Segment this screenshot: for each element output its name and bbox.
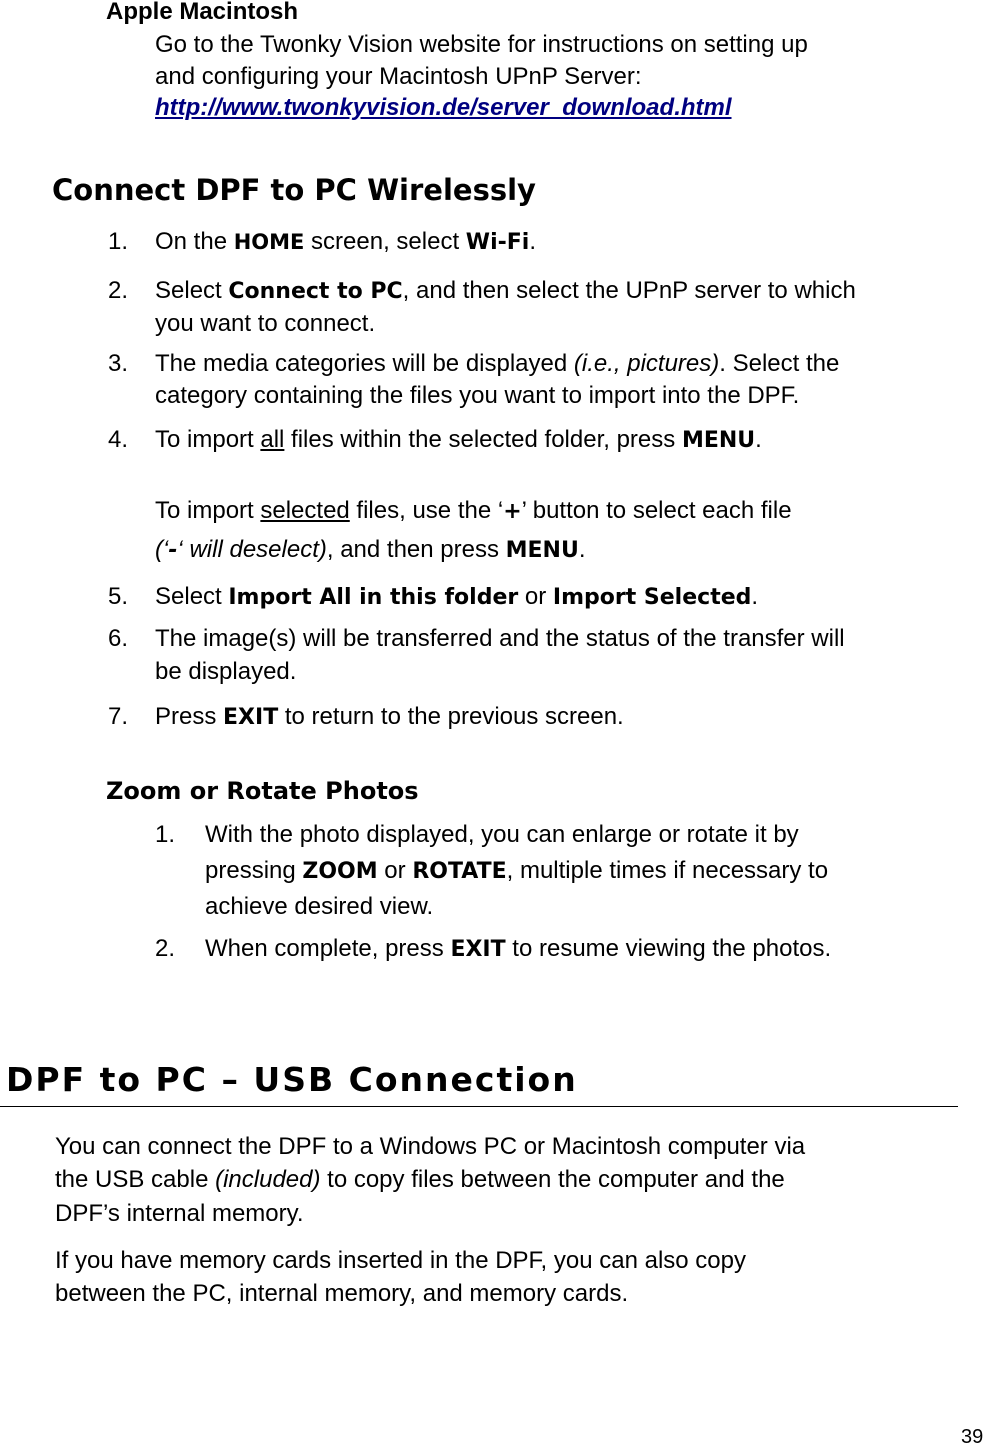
- step-text-line-2: you want to connect.: [155, 310, 376, 337]
- step-number: 6.: [108, 625, 129, 652]
- menu-key-label: MENU: [681, 428, 756, 453]
- step-number: 2.: [108, 277, 129, 304]
- step-text-line-2: category containing the files you want to import into the DPF.: [155, 382, 800, 409]
- italic-note: (i.e., pictures): [573, 350, 720, 377]
- mac-link-line: [155, 91, 732, 125]
- usb-para-1-line-2: the USB cable (included) to copy files between the computer and the: [55, 1166, 785, 1193]
- step-subtext: To import selected files, use the ‘+’ button to select each file: [155, 497, 792, 524]
- import-all-label: Import All in this folder: [228, 585, 519, 610]
- mac-heading: Apple Macintosh: [106, 0, 299, 25]
- step-text: To import all files within the selected folder, press MENU.: [155, 426, 762, 453]
- plus-key-label: +: [503, 499, 522, 524]
- usb-heading: DPF to PC – USB Connection: [6, 1060, 578, 1099]
- usb-para-1-line-1: You can connect the DPF to a Windows PC or Macintosh computer via: [55, 1133, 806, 1160]
- step-text: Press EXIT to return to the previous screen.: [155, 703, 624, 730]
- zoom-step-1: [0, 818, 991, 928]
- wireless-step-3: [0, 347, 991, 417]
- step-text: With the photo displayed, you can enlarge or rotate it by: [205, 821, 799, 848]
- step-text: The image(s) will be transferred and the status of the transfer will: [155, 625, 845, 652]
- step-number: 3.: [108, 350, 129, 377]
- wireless-heading: Connect DPF to PC Wirelessly: [52, 173, 536, 207]
- usb-para-2-line-2: between the PC, internal memory, and memory cards.: [55, 1280, 629, 1307]
- step-number: 2.: [155, 935, 176, 962]
- twonky-link[interactable]: http://www.twonkyvision.de/server_download.html: [155, 94, 732, 121]
- exit-key-label: EXIT: [450, 937, 506, 962]
- step-number: 1.: [155, 821, 176, 848]
- exit-key-label: EXIT: [223, 705, 279, 730]
- step-subtext-line-2: (‘-‘ will deselect), and then press MENU.: [155, 536, 586, 563]
- menu-key-label: MENU: [505, 538, 579, 563]
- rotate-key-label: ROTATE: [412, 859, 507, 884]
- mac-line-2: and configuring your Macintosh UPnP Server:: [155, 63, 642, 90]
- step-number: 5.: [108, 583, 129, 610]
- step-text: Select Connect to PC, and then select the UPnP server to which: [155, 277, 856, 304]
- step-number: 4.: [108, 426, 129, 453]
- zoom-heading: Zoom or Rotate Photos: [106, 777, 419, 805]
- step-text-line-2: be displayed.: [155, 658, 297, 685]
- wireless-step-2: [0, 274, 991, 344]
- step-text-line-3: achieve desired view.: [205, 893, 434, 920]
- mac-line-1: Go to the Twonky Vision website for instructions on setting up: [155, 31, 808, 58]
- step-text: On the HOME screen, select Wi-Fi.: [155, 228, 536, 255]
- minus-key-label: -: [168, 538, 178, 563]
- step-text: The media categories will be displayed (i.e., pictures). Select the: [155, 350, 840, 377]
- step-number: 1.: [108, 228, 129, 255]
- page-number: 39: [961, 1426, 984, 1448]
- usb-para-2-line-1: If you have memory cards inserted in the DPF, you can also copy: [55, 1247, 746, 1274]
- home-key-label: HOME: [233, 230, 305, 254]
- heading-divider: [0, 1106, 958, 1107]
- connect-to-pc-label: Connect to PC: [228, 279, 403, 304]
- wireless-step-4: [0, 423, 991, 573]
- zoom-key-label: ZOOM: [302, 859, 378, 884]
- step-number: 7.: [108, 703, 129, 730]
- step-text-line-2: pressing ZOOM or ROTATE, multiple times if necessary to: [205, 857, 829, 884]
- italic-note: (included): [215, 1166, 321, 1193]
- import-selected-label: Import Selected: [552, 585, 752, 610]
- step-text: Select Import All in this folder or Import Selected.: [155, 583, 759, 610]
- step-text: When complete, press EXIT to resume viewing the photos.: [205, 935, 832, 962]
- wireless-step-6: [0, 622, 991, 692]
- wifi-option-label: Wi-Fi: [465, 230, 530, 255]
- usb-para-1-line-3: DPF’s internal memory.: [55, 1200, 304, 1227]
